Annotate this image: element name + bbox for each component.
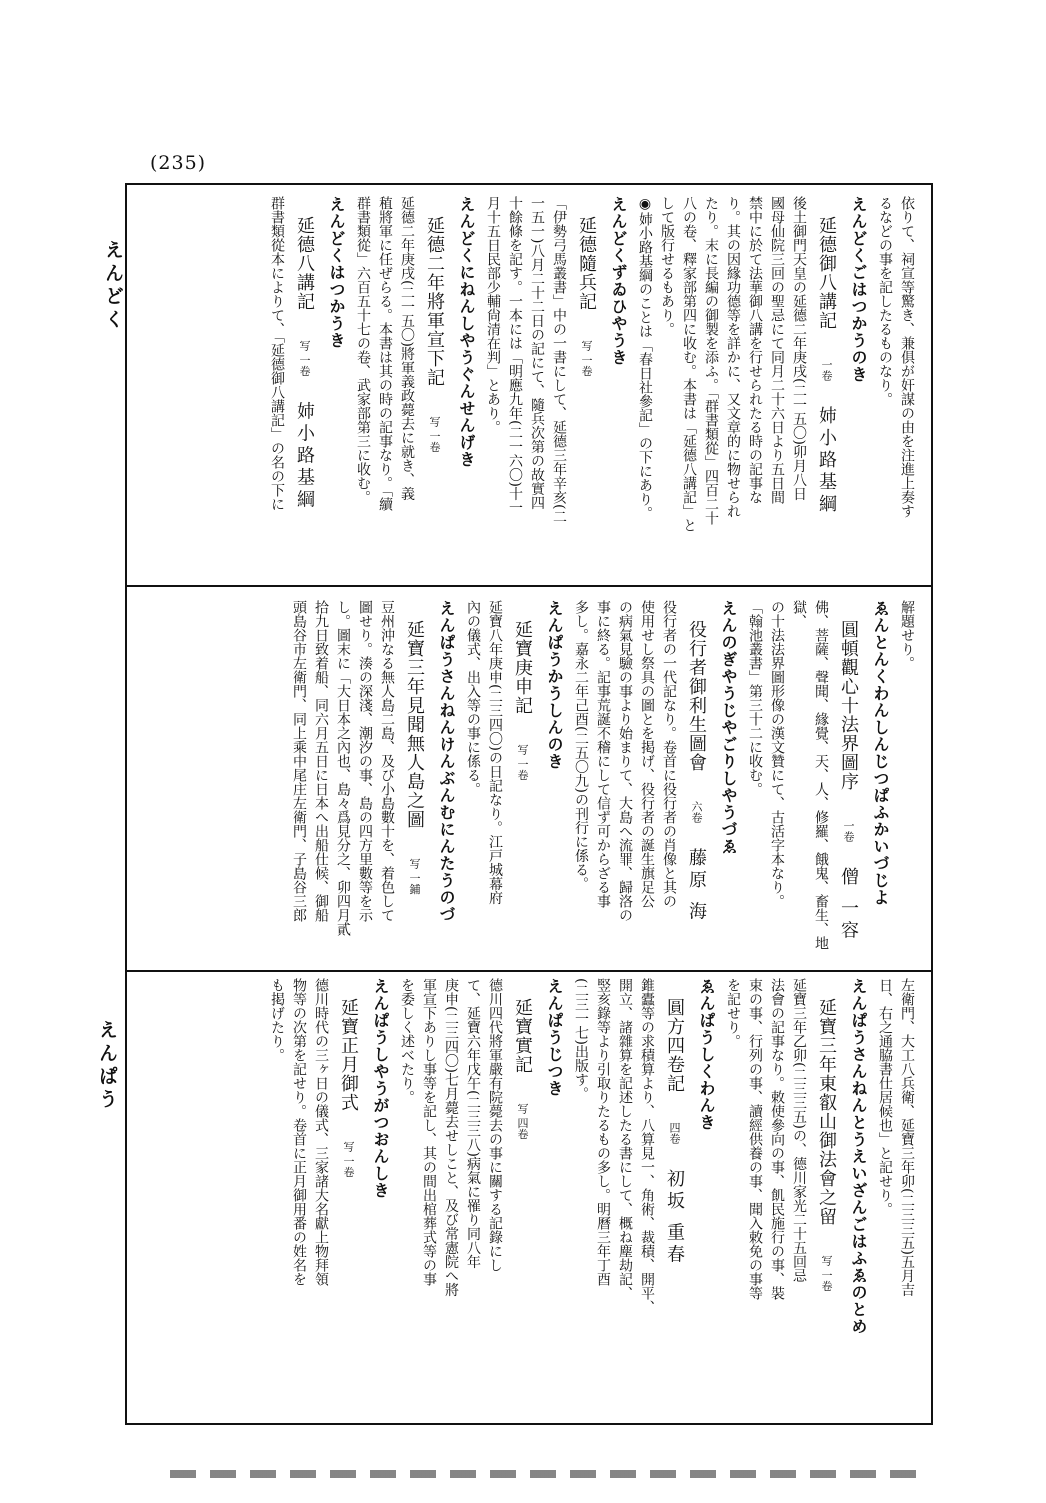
entry-body-line: 群書類從」六百五十七の卷、武家部第三に收む。	[355, 196, 371, 504]
entry-body-line: 「伊勢弓馬叢書」中の一書にして、延德三年辛亥(二	[551, 196, 567, 524]
entry-body-line: 群書類從本によりて、「延德御八講記」の名の下に	[269, 196, 285, 511]
entry-heading: ゑんぱうしくわんき	[697, 978, 716, 1131]
entry-title: 延寶正月御式	[338, 998, 359, 1112]
entry-title: 圓頓觀心十法界圖序	[838, 620, 859, 791]
entry-title-line	[506, 600, 538, 970]
entry-title-line	[832, 600, 864, 970]
entry-body-line: り。其の因緣功德等を詳かに、又文章的に物せられ	[725, 196, 741, 518]
continued-text: るなどの事を記したるものなり。	[877, 196, 893, 406]
entry-heading: えんぱうさんねんけんぶんむにんたうのづ	[437, 600, 456, 923]
entry-body-line: 延寶三年乙卯(二三三五)の、德川家光二十五回忌	[791, 978, 807, 1283]
entry-body-line: て、延寶六年戊午(二三三八)病氣に罹り同八年	[465, 978, 481, 1269]
entry-heading: えんぱうしやうがつおんしき	[371, 978, 390, 1199]
entry-body-line: 役行者の一代記なり。卷首に役行者の肖像と其の	[661, 600, 677, 908]
entry-body-line: 延寶八年庚申(二三四〇)の日記なり。江戸城幕府	[487, 600, 503, 905]
entry-title-line	[680, 600, 712, 970]
entry-body-line: 德川時代の三ヶ日の儀式、三家諸大名獻上物拜領	[313, 978, 329, 1286]
entry-title-line	[570, 196, 602, 576]
tier-divider-1	[125, 585, 933, 587]
entry-body-line: 束の事、行列の事、讀經供養の事、聞入敕免の事等	[747, 978, 763, 1300]
entry-title-line	[810, 196, 842, 576]
entry-body-line: 拾九日致着船、同六月五日に日本へ出船仕候、御船	[313, 600, 329, 922]
entry-title: 圓方四卷記	[664, 998, 685, 1093]
entry-author: 藤原 海	[686, 848, 707, 924]
tier-1	[140, 196, 918, 576]
continued-text: 左衛門、大工八兵衛、延寶三年卯(二三三五)五月吉	[899, 978, 915, 1297]
entry-body-line: 竪亥錄等より引取りたるもの多し。明曆三年丁酉	[595, 978, 611, 1286]
entry-body-line: 豆州沖なる無人島二島、及び小島數十を、着色して	[379, 600, 395, 922]
entry-volumes: 一卷	[820, 359, 833, 381]
entry-body-line: の病氣見驗の事より始まりて、大島へ流罪、歸洛の	[617, 600, 633, 922]
entry-heading: えんのぎやうじやごりしやうづゑ	[719, 600, 738, 855]
entry-body-line: 內の儀式、出入等の事に係る。	[465, 600, 481, 796]
entry-body-line: 錐蠹等の求積算より、八算見一、角術、裁積、開平、	[639, 978, 655, 1314]
entry-volumes: 写 一卷	[428, 416, 441, 453]
entry-body-line: 使用せし祭具の圖とを掲げ、役行者の誕生旗足公	[639, 600, 655, 908]
entry-body-line: 後土御門天皇の延德二年庚戌(二一五〇)卯月八日	[791, 196, 807, 501]
entry-author: 初坂 重春	[664, 1169, 685, 1267]
entry-body-line: し。圖末に「大日本之內也、島々爲見分之、卯四月貳	[335, 600, 351, 936]
entry-body-line: 庚申(二三四〇)七月薨去せしこと、及び常憲院へ將	[443, 978, 459, 1297]
entry-volumes: 四卷	[668, 1122, 681, 1144]
continued-text: 依りて、祠宣等驚き、兼俱が奸謀の由を注進上奏す	[899, 196, 915, 518]
entry-volumes: 写 一卷	[580, 340, 593, 377]
entry-body-line: 一五一)八月二十二日の記にて、隨兵次第の故實四	[529, 196, 545, 510]
entry-body-line: 事に終る。記事荒誕不稽にして信ず可からざる事	[595, 600, 611, 908]
entry-body-line: 圖せり。湊の深淺、潮汐の事、島の四方里數等を示	[357, 600, 373, 922]
entry-heading: えんどくはつかうき	[327, 196, 346, 349]
entry-author: 姉小路基綱	[294, 401, 315, 512]
entry-volumes: 写 一鋪	[408, 858, 421, 895]
entry-body-line: 禁中に於て法華御八講を行せられたる時の記事な	[747, 196, 763, 504]
tier-3	[140, 978, 918, 1413]
entry-title: 延德御八講記	[816, 216, 837, 330]
entry-title: 延德八講記	[294, 216, 315, 311]
entry-heading: えんぱうかうしんのき	[545, 600, 564, 770]
entry-title-line	[288, 196, 320, 576]
entry-heading: えんどくごはつかうのき	[849, 196, 868, 383]
entry-volumes: 一卷	[842, 820, 855, 842]
entry-title-line	[332, 978, 364, 1413]
entry-title-line	[418, 196, 450, 576]
entry-body-line: 物等の次第を記せり。卷首に正月御用番の姓名を	[291, 978, 307, 1286]
entry-body-line: 軍宣下ありし事等を記し、其の間出棺葬式等の事	[421, 978, 437, 1286]
continued-text: 日、右之通脇書仕居候也」と記せり。	[877, 978, 893, 1216]
entry-body-line: 延德二年庚戌(二一五〇)將軍義政薨去に就き、義	[399, 196, 415, 501]
entry-title: 延德二年將軍宣下記	[424, 216, 445, 387]
entry-body-line: 國母仙院三回の聖忌にて同月二十六日より五日間	[769, 196, 785, 504]
tier-2	[140, 600, 918, 970]
entry-volumes: 写 四卷	[516, 1103, 529, 1140]
entry-body-line: 稙將軍に任ぜらる。本書は其の時の記事なり。「續	[377, 196, 393, 511]
entry-body-line: の十法法界圖形像の漢文贊にて、古活字本なり。	[769, 600, 785, 908]
entry-body-line: を委しく述べたり。	[399, 978, 415, 1104]
entry-body-line: 開立、諸雜算を記述したる書にして、概ね塵劫記、	[617, 978, 633, 1300]
continued-text: 解題せり。	[899, 600, 915, 670]
entry-title-line	[810, 978, 842, 1413]
entry-title: 延寶三年東叡山御法會之留	[816, 998, 837, 1226]
entry-body-line: して版行せるもあり。	[659, 196, 675, 336]
entry-body-line: ◉姉小路基綱のことは「春日社參記」の下にあり。	[637, 196, 653, 520]
entry-body-line: を記せり。	[725, 978, 741, 1048]
entry-author: 姉小路基綱	[816, 406, 837, 516]
entry-body-line: も掲げたり。	[269, 978, 285, 1062]
bottom-dash-rule	[170, 1470, 930, 1478]
entry-body-line: たり。末に長編の御製を添ふ。「群書類從」四百二十	[703, 196, 719, 525]
entry-title: 延寶實記	[512, 998, 533, 1074]
entry-body-line: 頭島谷市左衛門、同上乘中尾庄左衛門、子島谷三郎	[291, 600, 307, 922]
entry-volumes: 六卷	[690, 801, 703, 823]
entry-body-line: 法會の記事なり。敕使參向の事、飢民施行の事、裝	[769, 978, 785, 1300]
page-number: (235)	[150, 152, 207, 174]
entry-volumes: 写 一卷	[820, 1255, 833, 1292]
entry-body-line: 多し。嘉永二年己酉(二五〇九)の刊行に係る。	[573, 600, 589, 891]
running-head-bottom: えんぱう	[96, 1020, 118, 1112]
entry-title-line	[658, 978, 690, 1413]
entry-title: 延寶三年見聞無人島之圖	[404, 620, 425, 829]
entry-title: 役行者御利生圖會	[686, 620, 707, 772]
entry-heading: えんどくにねんしやうぐんせんげき	[457, 196, 476, 468]
running-head-top: えんどく	[102, 240, 124, 332]
entry-body-line: 佛、菩薩、聲聞、緣覺、天、人、修羅、餓鬼、畜生、地獄、	[791, 600, 829, 950]
entry-heading: えんどくずゐひやうき	[609, 196, 628, 366]
entry-body-line: (二三一七)出版す。	[573, 978, 589, 1101]
entry-body-line: 月十五日民部少輔尙清在判」とあり。	[485, 196, 501, 434]
entry-title-line	[398, 600, 430, 970]
tier-divider-2	[125, 970, 933, 972]
entry-volumes: 写 一卷	[342, 1141, 355, 1178]
entry-title: 延寶庚申記	[512, 620, 533, 715]
entry-heading: えんぱうじつき	[545, 978, 564, 1097]
entry-body-line: 十餘條を記す。一本には「明應九年(二一六〇)十一	[507, 196, 523, 515]
entry-heading: えんぱうさんねんとうえいざんごはふゑのとめ	[849, 978, 868, 1335]
entry-volumes: 写 一卷	[298, 340, 311, 377]
entry-heading: ゑんとんくわんしんじつぱふかいづじよ	[871, 600, 890, 906]
entry-author: 僧 一容	[838, 867, 859, 943]
entry-title-line	[506, 978, 538, 1413]
entry-volumes: 写 一卷	[516, 744, 529, 781]
entry-body-line: 德川四代將軍嚴有院薨去の事に關する記錄にし	[487, 978, 503, 1272]
entry-body-line: 「翰池叢書」第三十二に收む。	[747, 600, 763, 796]
entry-body-line: 八の卷、釋家部第四に收む。本書は「延德八講記」と	[681, 196, 697, 532]
entry-title: 延德隨兵記	[576, 216, 597, 311]
